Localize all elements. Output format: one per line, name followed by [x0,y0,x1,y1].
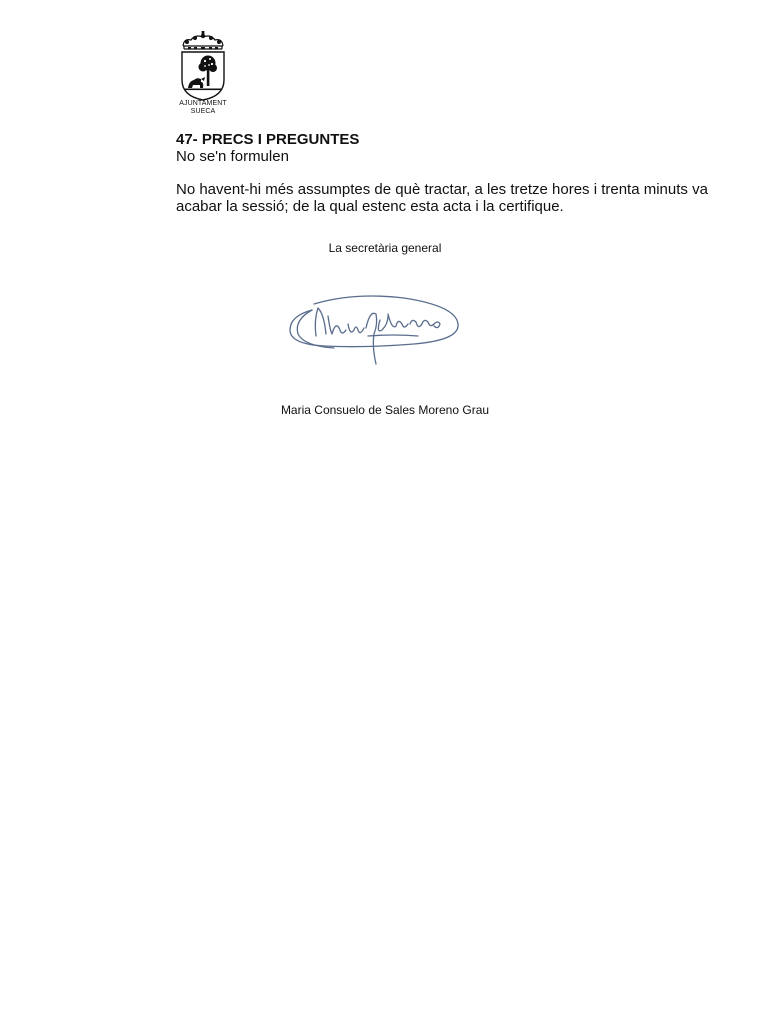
seal-label-ajuntament: AJUNTAMENT [179,100,227,107]
section-body: No se'n formulen [176,148,289,165]
handwritten-signature-icon [284,290,464,368]
municipal-seal [170,30,236,118]
seal-label-sueca: SUECA [190,108,216,115]
section-heading: 47- PRECS I PREGUNTES [176,131,360,148]
signer-name: Maria Consuelo de Sales Moreno Grau [280,403,490,417]
signer-role [0,241,770,255]
coat-of-arms-icon [174,30,232,102]
closing-line-1: No havent-hi més assumptes de què tractar, a les tretze hores i trenta minuts va [176,181,708,198]
closing-line-2: acabar la sessió; de la qual estenc esta acta i la certifique. [176,198,564,215]
signer-role-text: La secretària general [328,241,442,255]
